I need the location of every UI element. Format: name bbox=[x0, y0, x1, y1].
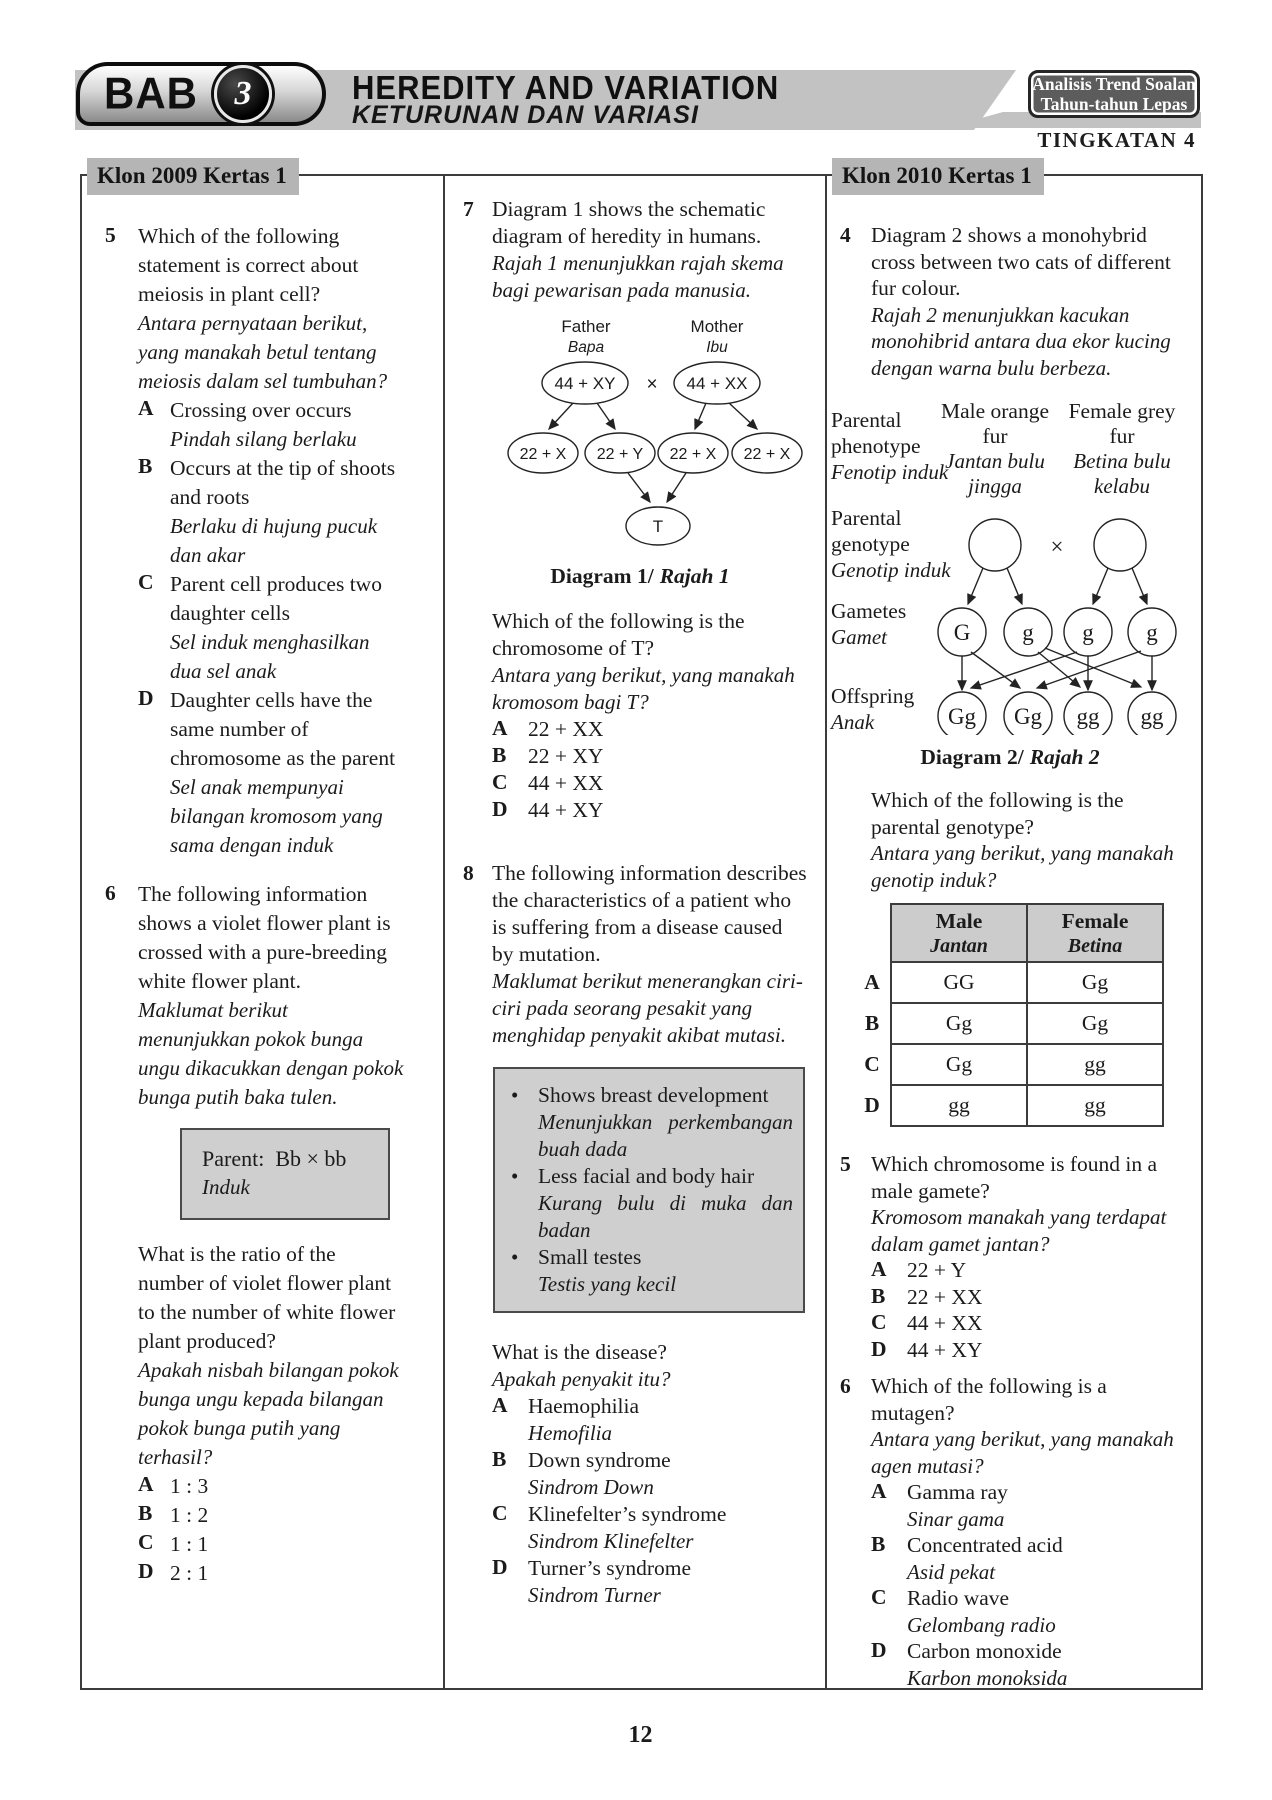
option-letter: A bbox=[138, 1472, 154, 1496]
option-text-en: Parent cell produces two daughter cells bbox=[170, 572, 382, 625]
option-text-en: Crossing over occurs bbox=[170, 398, 352, 422]
question-5-right bbox=[840, 1151, 1195, 1363]
genotype-answer-table bbox=[854, 903, 1164, 1127]
chapter-title: HEREDITY AND VARIATION bbox=[352, 69, 780, 107]
option-text-en: 22 + XX bbox=[907, 1284, 983, 1309]
option-text-en: Carbon monoxide bbox=[907, 1639, 1062, 1663]
option-row bbox=[871, 1284, 1189, 1311]
question-stem-ms: Antara pernyataan berikut, yang manakah betul tentang meiosis dalam sel tumbuhan? bbox=[138, 311, 388, 393]
offspring-genotype: gg bbox=[1076, 704, 1100, 729]
option-letter: C bbox=[138, 570, 154, 594]
option-text-ms: Hemofilia bbox=[528, 1421, 612, 1445]
trend-analysis-line1: Analisis Trend Soalan bbox=[1032, 74, 1196, 94]
caption-en: Diagram 1/ bbox=[550, 564, 654, 588]
chapter-subtitle: KETURUNAN DAN VARIASI bbox=[352, 101, 699, 129]
option-text-en: Turner’s syndrome bbox=[528, 1556, 692, 1580]
option-text-en: Concentrated acid bbox=[907, 1533, 1063, 1557]
page-number: 12 bbox=[628, 1722, 653, 1748]
option-letter: A bbox=[871, 1257, 887, 1281]
female-genotype-cell: Gg bbox=[1027, 962, 1163, 1003]
mother-gamete-arrow bbox=[729, 403, 757, 429]
option-text-ms: Sindrom Down bbox=[528, 1475, 654, 1499]
table-row bbox=[854, 962, 1163, 1003]
option-letter: A bbox=[871, 1479, 887, 1503]
fusion-arrow bbox=[667, 473, 686, 502]
table-header-row bbox=[854, 904, 1163, 962]
option-row bbox=[138, 396, 404, 454]
question-text-ms: Apakah penyakit itu? bbox=[492, 1367, 671, 1391]
chapter-badge bbox=[76, 62, 326, 126]
father-label-ms: Bapa bbox=[567, 339, 605, 356]
parent-cross-text-ms: Induk bbox=[202, 1175, 250, 1199]
caption-ms: Rajah 1 bbox=[659, 564, 730, 588]
symptom-ms: Kurang bulu di muka dan badan bbox=[538, 1191, 793, 1242]
table-row bbox=[854, 1044, 1163, 1085]
section-label-klon-2010: Klon 2010 Kertas 1 bbox=[832, 158, 1044, 195]
fertilisation-line bbox=[1038, 652, 1080, 687]
chapter-number-badge: 3 bbox=[214, 65, 272, 123]
option-row bbox=[492, 1447, 808, 1501]
option-text-en: 22 + XX bbox=[528, 717, 604, 741]
row-label-parental-phenotype: Parental phenotype Fenotip induk bbox=[831, 408, 949, 484]
gamete-label: 22 + X bbox=[669, 446, 717, 463]
gamete-arrow bbox=[1132, 568, 1147, 604]
question-5-left bbox=[105, 222, 433, 860]
option-text-en: 2 : 1 bbox=[170, 1561, 209, 1585]
option-row bbox=[138, 1501, 404, 1530]
column-1 bbox=[80, 174, 443, 1588]
question-text-en: What is the ratio of the number of violet flower plant to the number of white flower plant produced? bbox=[138, 1242, 396, 1353]
option-row bbox=[871, 1532, 1189, 1585]
option-letter: D bbox=[871, 1336, 887, 1361]
offspring-label: T bbox=[652, 517, 664, 536]
symptom-item bbox=[507, 1244, 793, 1298]
option-text-ms: Berlaku di hujung pucuk dan akar bbox=[170, 514, 378, 567]
row-label-gametes: Gametes Gamet bbox=[831, 599, 907, 649]
chapter-badge-label: BAB bbox=[104, 68, 198, 119]
fusion-arrow bbox=[628, 473, 650, 502]
question-text-ms: Antara yang berikut, yang manakah kromosom bagi T? bbox=[492, 663, 795, 714]
option-row bbox=[871, 1257, 1189, 1284]
question-stem-en: The following information shows a violet flower plant is crossed with a pure-breeding white flower plant. bbox=[138, 882, 391, 993]
option-text-en: 1 : 3 bbox=[170, 1474, 209, 1498]
question-text-en: What is the disease? bbox=[492, 1340, 667, 1364]
mother-label-ms: Ibu bbox=[706, 339, 728, 356]
symptom-en: Small testes bbox=[538, 1245, 642, 1269]
symptom-ms: Testis yang kecil bbox=[538, 1272, 677, 1296]
table-row bbox=[854, 1003, 1163, 1044]
option-row bbox=[492, 1393, 808, 1447]
option-text-en: Occurs at the tip of shoots and roots bbox=[170, 456, 396, 509]
female-parent-circle bbox=[1094, 519, 1146, 571]
column-3 bbox=[825, 174, 1201, 1691]
column-2 bbox=[443, 174, 825, 1609]
option-letter: B bbox=[138, 454, 153, 478]
bullet-icon: • bbox=[511, 1164, 519, 1188]
male-column-header: Male Jantan bbox=[891, 904, 1027, 962]
option-text-ms: Sindrom Klinefelter bbox=[528, 1529, 694, 1553]
option-text-ms: Sel anak mempunyai bilangan kromosom yang sama dengan induk bbox=[170, 775, 383, 857]
question-number: 5 bbox=[840, 1152, 851, 1176]
trend-analysis-line2: Tahun-tahun Lepas bbox=[1040, 94, 1188, 114]
option-letter: B bbox=[871, 1283, 886, 1308]
option-row bbox=[492, 770, 808, 797]
question-number: 7 bbox=[463, 197, 474, 221]
father-label: Father bbox=[561, 317, 611, 336]
question-7-continuation bbox=[492, 608, 808, 824]
option-row bbox=[492, 716, 808, 743]
fertilisation-line bbox=[971, 652, 1020, 688]
section-label-klon-2009: Klon 2009 Kertas 1 bbox=[87, 158, 299, 195]
gamete-label: 22 + X bbox=[743, 446, 791, 463]
option-text-ms: Pindah silang berlaku bbox=[170, 427, 357, 451]
diagram-2-monohybrid-cross bbox=[825, 395, 1195, 773]
diagram-1-svg bbox=[463, 312, 845, 554]
option-text-en: 44 + XX bbox=[907, 1311, 983, 1335]
bullet-icon: • bbox=[511, 1245, 519, 1269]
caption-ms: Rajah 2 bbox=[1029, 745, 1100, 769]
option-letter: D bbox=[492, 797, 508, 821]
father-gamete-arrow bbox=[549, 403, 573, 429]
question-7 bbox=[463, 196, 817, 304]
option-row bbox=[492, 797, 808, 824]
row-label-parental-genotype: Parental genotype Genotip induk bbox=[831, 506, 951, 582]
option-letter: C bbox=[492, 770, 508, 794]
option-text-ms: Gelombang radio bbox=[907, 1612, 1056, 1637]
symptom-item bbox=[507, 1163, 793, 1244]
question-number: 4 bbox=[840, 223, 851, 247]
option-row bbox=[138, 686, 404, 860]
option-text-ms: Sindrom Turner bbox=[528, 1583, 661, 1607]
question-8-continuation bbox=[492, 1339, 808, 1609]
symptom-en: Less facial and body hair bbox=[538, 1164, 755, 1188]
symptom-item bbox=[507, 1082, 793, 1163]
option-text-ms: Karbon monoksida bbox=[907, 1665, 1068, 1690]
option-letter: D bbox=[138, 686, 154, 710]
option-text-en: Daughter cells have the same number of chromosome as the parent bbox=[170, 688, 396, 770]
male-genotype-cell: gg bbox=[891, 1085, 1027, 1126]
trend-analysis-box bbox=[1028, 70, 1200, 118]
diagram-1-caption bbox=[463, 564, 817, 589]
option-row bbox=[138, 1472, 404, 1501]
question-6-right bbox=[840, 1373, 1195, 1691]
option-letter: C bbox=[138, 1530, 154, 1554]
mother-gamete-arrow bbox=[695, 403, 706, 429]
female-genotype-cell: gg bbox=[1027, 1044, 1163, 1085]
option-letter: B bbox=[492, 1447, 507, 1471]
offspring-genotype: Gg bbox=[947, 704, 977, 729]
option-text-en: Radio wave bbox=[907, 1586, 1010, 1610]
question-stem-en: Diagram 1 shows the schematic diagram of heredity in humans. bbox=[492, 197, 766, 248]
gamete-allele: G bbox=[953, 620, 971, 645]
question-stem-en: Which of the following statement is correct about meiosis in plant cell? bbox=[138, 224, 359, 306]
question-text-ms: Antara yang berikut, yang manakah genotip induk? bbox=[871, 841, 1174, 892]
option-letter: B bbox=[871, 1532, 886, 1556]
option-text-ms: Sel induk menghasilkan dua sel anak bbox=[170, 630, 370, 683]
row-letter: D bbox=[864, 1093, 880, 1117]
gamete-allele: g bbox=[1082, 620, 1094, 645]
option-letter: C bbox=[871, 1585, 887, 1609]
symptom-ms: Menunjukkan perkembangan buah dada bbox=[538, 1110, 793, 1161]
female-genotype-cell: gg bbox=[1027, 1085, 1163, 1126]
parent-cross-text: Parent: Bb × bb bbox=[202, 1146, 347, 1171]
fertilisation-line bbox=[971, 652, 1077, 688]
female-phenotype-label: Female grey fur Betina bulu kelabu bbox=[1068, 399, 1176, 498]
option-letter: C bbox=[871, 1310, 887, 1334]
symptoms-info-box bbox=[493, 1067, 805, 1313]
option-letter: D bbox=[138, 1559, 154, 1583]
father-genotype: 44 + XY bbox=[554, 374, 616, 393]
male-phenotype-label: Male orange fur Jantan bulu jingga bbox=[940, 399, 1050, 498]
option-text-en: 44 + XX bbox=[528, 771, 604, 795]
gamete-arrow bbox=[1093, 568, 1108, 604]
symptom-en: Shows breast development bbox=[538, 1083, 769, 1107]
question-6-continuation bbox=[138, 1240, 404, 1588]
male-parent-circle bbox=[969, 519, 1021, 571]
gamete-allele: g bbox=[1146, 620, 1158, 645]
table-row bbox=[854, 1085, 1163, 1126]
option-text-ms: Sinar gama bbox=[907, 1506, 1005, 1531]
option-text-en: Down syndrome bbox=[528, 1448, 671, 1472]
option-row bbox=[871, 1310, 1189, 1337]
female-genotype-cell: Gg bbox=[1027, 1003, 1163, 1044]
option-row bbox=[492, 1501, 808, 1555]
option-row bbox=[138, 454, 404, 570]
question-number: 8 bbox=[463, 861, 474, 885]
bullet-icon: • bbox=[511, 1083, 519, 1107]
question-text-ms: Apakah nisbah bilangan pokok bunga ungu kepada bilangan pokok bunga putih yang terhasil? bbox=[138, 1358, 399, 1469]
diagram-2-svg bbox=[825, 395, 1201, 735]
option-row bbox=[871, 1638, 1189, 1691]
gamete-allele: g bbox=[1022, 620, 1034, 645]
diagram-2-caption bbox=[825, 745, 1195, 770]
question-text-en: Which of the following is the parental genotype? bbox=[871, 788, 1124, 839]
question-stem-ms: Antara yang berikut, yang manakah agen mutasi? bbox=[871, 1427, 1174, 1478]
gamete-label: 22 + Y bbox=[596, 446, 644, 463]
option-letter: C bbox=[492, 1501, 508, 1525]
cross-icon: × bbox=[1050, 534, 1064, 559]
option-letter: A bbox=[492, 1393, 508, 1417]
option-row bbox=[492, 743, 808, 770]
question-6-left bbox=[105, 880, 433, 1112]
option-letter: A bbox=[138, 396, 154, 420]
option-row bbox=[871, 1479, 1189, 1532]
question-8 bbox=[463, 860, 817, 1049]
mother-genotype: 44 + XX bbox=[686, 374, 748, 393]
caption-en: Diagram 2/ bbox=[920, 745, 1024, 769]
question-stem-ms: Rajah 1 menunjukkan rajah skema bagi pewarisan pada manusia. bbox=[492, 251, 784, 302]
cross-icon: × bbox=[646, 374, 658, 395]
option-text-en: 44 + XY bbox=[528, 798, 604, 822]
option-text-en: 22 + Y bbox=[907, 1258, 967, 1282]
question-4-continuation bbox=[871, 787, 1189, 893]
question-stem-en: Diagram 2 shows a monohybrid cross between two cats of different fur colour. bbox=[871, 223, 1171, 300]
question-stem-ms: Maklumat berikut menerangkan ciri-ciri pada seorang pesakit yang menghidap penyakit akibat mutasi. bbox=[492, 969, 803, 1047]
option-letter: B bbox=[492, 743, 507, 767]
question-stem-en: Which chromosome is found in a male gamete? bbox=[871, 1152, 1158, 1203]
question-stem-ms: Rajah 2 menunjukkan kacukan monohibrid antara dua ekor kucing dengan warna bulu berbeza. bbox=[871, 302, 1171, 380]
option-text-en: 1 : 1 bbox=[170, 1532, 209, 1556]
option-text-en: Gamma ray bbox=[907, 1480, 1008, 1504]
option-letter: D bbox=[871, 1638, 887, 1662]
question-stem-en: The following information describes the characteristics of a patient who is suffering from a disease caused by mutation. bbox=[492, 861, 807, 966]
option-letter: D bbox=[492, 1555, 508, 1579]
option-letter: A bbox=[492, 716, 508, 740]
frame-right-rule bbox=[1201, 174, 1203, 1688]
option-row bbox=[492, 1555, 808, 1609]
question-text-en: Which of the following is the chromosome of T? bbox=[492, 609, 745, 660]
option-text-en: Haemophilia bbox=[528, 1394, 640, 1418]
question-stem-ms: Maklumat berikut menunjukkan pokok bunga ungu dikacukkan dengan pokok bunga putih baka tulen. bbox=[138, 998, 404, 1109]
row-letter: A bbox=[864, 970, 880, 994]
row-letter: B bbox=[864, 1011, 880, 1035]
question-4-right bbox=[840, 222, 1195, 381]
male-genotype-cell: GG bbox=[891, 962, 1027, 1003]
option-letter: B bbox=[138, 1501, 153, 1525]
question-number: 5 bbox=[105, 223, 116, 247]
option-row bbox=[871, 1585, 1189, 1638]
option-text-en: 22 + XY bbox=[528, 744, 604, 768]
gamete-arrow bbox=[1007, 568, 1022, 604]
offspring-genotype: gg bbox=[1140, 704, 1164, 729]
question-stem-en: Which of the following is a mutagen? bbox=[871, 1374, 1107, 1425]
male-genotype-cell: Gg bbox=[891, 1003, 1027, 1044]
gamete-arrow bbox=[968, 568, 983, 604]
question-number: 6 bbox=[105, 881, 116, 905]
father-gamete-arrow bbox=[597, 403, 615, 429]
offspring-genotype: Gg bbox=[1013, 704, 1043, 729]
row-letter: C bbox=[864, 1052, 880, 1076]
gamete-label: 22 + X bbox=[519, 446, 567, 463]
parent-cross-box bbox=[180, 1128, 390, 1220]
option-text-ms: Asid pekat bbox=[907, 1559, 996, 1584]
level-label: TINGKATAN 4 bbox=[1037, 128, 1196, 152]
row-label-offspring: Offspring Anak bbox=[831, 684, 915, 734]
option-text-en: Klinefelter’s syndrome bbox=[528, 1502, 727, 1526]
question-number: 6 bbox=[840, 1374, 851, 1398]
mother-label: Mother bbox=[690, 317, 744, 336]
female-column-header: Female Betina bbox=[1027, 904, 1163, 962]
option-text-en: 1 : 2 bbox=[170, 1503, 209, 1527]
option-row bbox=[138, 570, 404, 686]
option-row bbox=[871, 1337, 1189, 1364]
diagram-1-heredity-schematic bbox=[463, 312, 817, 600]
question-stem-ms: Kromosom manakah yang terdapat dalam gamet jantan? bbox=[871, 1205, 1167, 1256]
option-row bbox=[138, 1530, 404, 1559]
option-row bbox=[138, 1559, 404, 1588]
option-text-en: 44 + XY bbox=[907, 1337, 983, 1362]
male-genotype-cell: Gg bbox=[891, 1044, 1027, 1085]
